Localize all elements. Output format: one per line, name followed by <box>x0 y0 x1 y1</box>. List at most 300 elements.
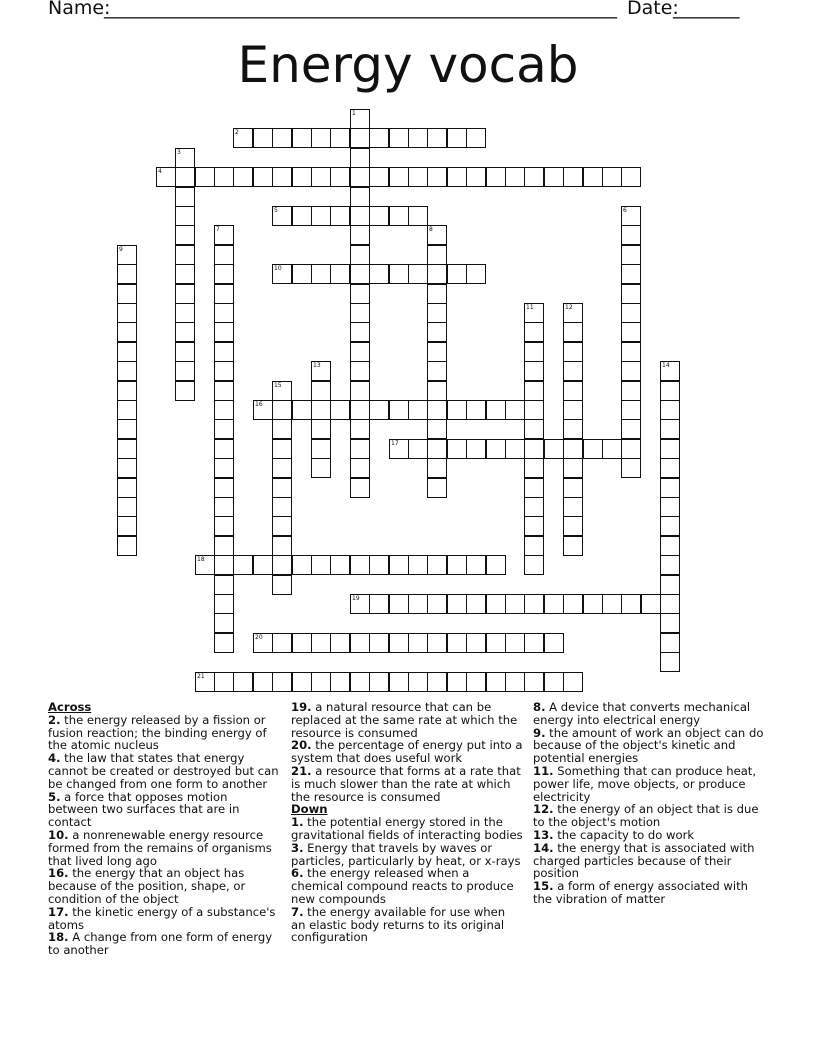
grid-cell[interactable] <box>660 381 680 401</box>
grid-cell[interactable] <box>117 361 137 381</box>
grid-cell[interactable] <box>175 187 195 207</box>
grid-cell[interactable] <box>195 555 215 575</box>
grid-cell[interactable] <box>117 419 137 439</box>
grid-cell[interactable] <box>389 400 409 420</box>
grid-cell[interactable] <box>602 167 622 187</box>
grid-cell[interactable] <box>214 400 234 420</box>
grid-cell[interactable] <box>214 245 234 265</box>
grid-cell[interactable] <box>272 439 292 459</box>
grid-cell[interactable] <box>272 419 292 439</box>
grid-cell[interactable] <box>563 594 583 614</box>
grid-cell[interactable] <box>117 284 137 304</box>
date-blank-line[interactable]: _______ <box>673 0 740 19</box>
grid-cell[interactable] <box>486 439 506 459</box>
grid-cell[interactable] <box>350 419 370 439</box>
grid-cell[interactable] <box>563 342 583 362</box>
grid-cell[interactable] <box>621 303 641 323</box>
grid-cell[interactable] <box>524 536 544 556</box>
grid-cell[interactable] <box>350 187 370 207</box>
grid-cell[interactable] <box>214 536 234 556</box>
grid-cell[interactable] <box>427 322 447 342</box>
grid-cell[interactable] <box>233 672 253 692</box>
grid-cell[interactable] <box>389 439 409 459</box>
grid-cell[interactable] <box>660 458 680 478</box>
grid-cell[interactable] <box>350 322 370 342</box>
grid-cell[interactable] <box>563 516 583 536</box>
grid-cell[interactable] <box>505 633 525 653</box>
grid-cell[interactable] <box>311 672 331 692</box>
grid-cell[interactable] <box>214 342 234 362</box>
grid-cell[interactable] <box>311 361 331 381</box>
grid-cell[interactable] <box>233 167 253 187</box>
grid-cell[interactable] <box>330 555 350 575</box>
grid-cell[interactable] <box>427 342 447 362</box>
grid-cell[interactable] <box>350 109 370 129</box>
grid-cell[interactable] <box>389 128 409 148</box>
grid-cell[interactable] <box>544 633 564 653</box>
grid-cell[interactable] <box>466 264 486 284</box>
grid-cell[interactable] <box>660 575 680 595</box>
grid-cell[interactable] <box>350 594 370 614</box>
grid-cell[interactable] <box>175 322 195 342</box>
grid-cell[interactable] <box>621 439 641 459</box>
grid-cell[interactable] <box>214 381 234 401</box>
grid-cell[interactable] <box>583 439 603 459</box>
grid-cell[interactable] <box>602 439 622 459</box>
grid-cell[interactable] <box>311 439 331 459</box>
grid-cell[interactable] <box>447 128 467 148</box>
grid-cell[interactable] <box>350 128 370 148</box>
grid-cell[interactable] <box>524 672 544 692</box>
grid-cell[interactable] <box>408 167 428 187</box>
grid-cell[interactable] <box>505 167 525 187</box>
grid-cell[interactable] <box>389 167 409 187</box>
grid-cell[interactable] <box>447 633 467 653</box>
grid-cell[interactable] <box>175 148 195 168</box>
grid-cell[interactable] <box>544 672 564 692</box>
grid-cell[interactable] <box>195 672 215 692</box>
grid-cell[interactable] <box>621 381 641 401</box>
grid-cell[interactable] <box>389 264 409 284</box>
grid-cell[interactable] <box>214 575 234 595</box>
grid-cell[interactable] <box>330 206 350 226</box>
grid-cell[interactable] <box>272 555 292 575</box>
grid-cell[interactable] <box>466 128 486 148</box>
name-blank-line[interactable]: ______________________________________________________ <box>104 0 617 19</box>
grid-cell[interactable] <box>117 400 137 420</box>
grid-cell[interactable] <box>447 672 467 692</box>
grid-cell[interactable] <box>214 322 234 342</box>
grid-cell[interactable] <box>408 439 428 459</box>
grid-cell[interactable] <box>350 148 370 168</box>
grid-cell[interactable] <box>311 381 331 401</box>
grid-cell[interactable] <box>447 264 467 284</box>
grid-cell[interactable] <box>292 672 312 692</box>
grid-cell[interactable] <box>117 516 137 536</box>
grid-cell[interactable] <box>369 128 389 148</box>
grid-cell[interactable] <box>272 458 292 478</box>
grid-cell[interactable] <box>369 672 389 692</box>
grid-cell[interactable] <box>389 555 409 575</box>
grid-cell[interactable] <box>486 167 506 187</box>
grid-cell[interactable] <box>427 419 447 439</box>
grid-cell[interactable] <box>175 381 195 401</box>
grid-cell[interactable] <box>214 439 234 459</box>
grid-cell[interactable] <box>350 400 370 420</box>
grid-cell[interactable] <box>330 633 350 653</box>
grid-cell[interactable] <box>214 458 234 478</box>
grid-cell[interactable] <box>350 555 370 575</box>
grid-cell[interactable] <box>311 633 331 653</box>
grid-cell[interactable] <box>117 458 137 478</box>
grid-cell[interactable] <box>175 284 195 304</box>
grid-cell[interactable] <box>427 478 447 498</box>
grid-cell[interactable] <box>350 381 370 401</box>
grid-cell[interactable] <box>621 284 641 304</box>
grid-cell[interactable] <box>369 555 389 575</box>
grid-cell[interactable] <box>214 264 234 284</box>
grid-cell[interactable] <box>292 400 312 420</box>
grid-cell[interactable] <box>621 458 641 478</box>
grid-cell[interactable] <box>621 225 641 245</box>
grid-cell[interactable] <box>427 128 447 148</box>
grid-cell[interactable] <box>447 167 467 187</box>
grid-cell[interactable] <box>563 361 583 381</box>
grid-cell[interactable] <box>350 458 370 478</box>
grid-cell[interactable] <box>621 342 641 362</box>
grid-cell[interactable] <box>427 245 447 265</box>
grid-cell[interactable] <box>427 361 447 381</box>
grid-cell[interactable] <box>369 594 389 614</box>
grid-cell[interactable] <box>466 672 486 692</box>
grid-cell[interactable] <box>214 303 234 323</box>
grid-cell[interactable] <box>466 594 486 614</box>
grid-cell[interactable] <box>524 342 544 362</box>
grid-cell[interactable] <box>214 361 234 381</box>
grid-cell[interactable] <box>524 516 544 536</box>
grid-cell[interactable] <box>350 167 370 187</box>
grid-cell[interactable] <box>350 439 370 459</box>
grid-cell[interactable] <box>214 225 234 245</box>
grid-cell[interactable] <box>563 536 583 556</box>
grid-cell[interactable] <box>505 439 525 459</box>
grid-cell[interactable] <box>466 555 486 575</box>
grid-cell[interactable] <box>311 419 331 439</box>
grid-cell[interactable] <box>214 633 234 653</box>
grid-cell[interactable] <box>253 128 273 148</box>
grid-cell[interactable] <box>563 458 583 478</box>
grid-cell[interactable] <box>330 672 350 692</box>
grid-cell[interactable] <box>175 167 195 187</box>
grid-cell[interactable] <box>524 478 544 498</box>
grid-cell[interactable] <box>583 167 603 187</box>
grid-cell[interactable] <box>544 167 564 187</box>
grid-cell[interactable] <box>350 264 370 284</box>
grid-cell[interactable] <box>117 303 137 323</box>
grid-cell[interactable] <box>563 478 583 498</box>
grid-cell[interactable] <box>660 497 680 517</box>
grid-cell[interactable] <box>214 497 234 517</box>
grid-cell[interactable] <box>350 245 370 265</box>
grid-cell[interactable] <box>544 594 564 614</box>
grid-cell[interactable] <box>292 206 312 226</box>
grid-cell[interactable] <box>621 264 641 284</box>
grid-cell[interactable] <box>369 400 389 420</box>
grid-cell[interactable] <box>311 206 331 226</box>
grid-cell[interactable] <box>505 594 525 614</box>
grid-cell[interactable] <box>292 167 312 187</box>
grid-cell[interactable] <box>524 594 544 614</box>
grid-cell[interactable] <box>253 672 273 692</box>
grid-cell[interactable] <box>350 361 370 381</box>
clue-num: 10. <box>48 827 69 842</box>
grid-cell[interactable] <box>563 322 583 342</box>
grid-cell[interactable] <box>369 167 389 187</box>
grid-cell[interactable] <box>175 264 195 284</box>
grid-cell[interactable] <box>660 536 680 556</box>
grid-cell[interactable] <box>660 594 680 614</box>
grid-cell[interactable] <box>524 555 544 575</box>
grid-cell[interactable] <box>175 342 195 362</box>
grid-cell[interactable] <box>330 128 350 148</box>
grid-cell[interactable] <box>563 419 583 439</box>
grid-cell[interactable] <box>292 633 312 653</box>
grid-cell[interactable] <box>466 439 486 459</box>
grid-cell[interactable] <box>389 206 409 226</box>
grid-cell[interactable] <box>524 633 544 653</box>
grid-cell[interactable] <box>544 439 564 459</box>
grid-cell[interactable] <box>486 400 506 420</box>
grid-cell[interactable] <box>350 633 370 653</box>
grid-cell[interactable] <box>214 167 234 187</box>
grid-cell[interactable] <box>214 478 234 498</box>
grid-cell[interactable] <box>447 400 467 420</box>
grid-cell[interactable] <box>524 381 544 401</box>
clue-number: 17 <box>391 440 399 447</box>
grid-cell[interactable] <box>524 322 544 342</box>
grid-cell[interactable] <box>233 555 253 575</box>
grid-cell[interactable] <box>408 672 428 692</box>
grid-cell[interactable] <box>563 439 583 459</box>
grid-cell[interactable] <box>524 419 544 439</box>
grid-cell[interactable] <box>660 613 680 633</box>
grid-cell[interactable] <box>175 303 195 323</box>
grid-cell[interactable] <box>253 633 273 653</box>
grid-cell[interactable] <box>272 575 292 595</box>
grid-cell[interactable] <box>233 128 253 148</box>
grid-cell[interactable] <box>311 167 331 187</box>
grid-cell[interactable] <box>389 672 409 692</box>
grid-cell[interactable] <box>195 167 215 187</box>
grid-cell[interactable] <box>660 478 680 498</box>
grid-cell[interactable] <box>427 264 447 284</box>
grid-cell[interactable] <box>621 400 641 420</box>
grid-cell[interactable] <box>621 245 641 265</box>
grid-cell[interactable] <box>563 381 583 401</box>
grid-cell[interactable] <box>350 225 370 245</box>
grid-cell[interactable] <box>389 633 409 653</box>
grid-cell[interactable] <box>408 128 428 148</box>
grid-cell[interactable] <box>311 458 331 478</box>
grid-cell[interactable] <box>447 594 467 614</box>
grid-cell[interactable] <box>272 497 292 517</box>
grid-cell[interactable] <box>350 478 370 498</box>
grid-cell[interactable] <box>214 672 234 692</box>
grid-cell[interactable] <box>486 672 506 692</box>
grid-cell[interactable] <box>563 400 583 420</box>
grid-cell[interactable] <box>350 342 370 362</box>
grid-cell[interactable] <box>350 206 370 226</box>
grid-cell[interactable] <box>330 264 350 284</box>
grid-cell[interactable] <box>311 555 331 575</box>
grid-cell[interactable] <box>117 439 137 459</box>
grid-cell[interactable] <box>524 167 544 187</box>
grid-cell[interactable] <box>311 128 331 148</box>
grid-cell[interactable] <box>563 672 583 692</box>
grid-cell[interactable] <box>272 672 292 692</box>
grid-cell[interactable] <box>292 555 312 575</box>
grid-cell[interactable] <box>117 478 137 498</box>
grid-cell[interactable] <box>214 555 234 575</box>
grid-cell[interactable] <box>563 497 583 517</box>
grid-cell[interactable] <box>330 400 350 420</box>
grid-cell[interactable] <box>272 516 292 536</box>
grid-cell[interactable] <box>253 167 273 187</box>
grid-cell[interactable] <box>253 400 273 420</box>
grid-cell[interactable] <box>427 400 447 420</box>
grid-cell[interactable] <box>408 555 428 575</box>
grid-cell[interactable] <box>175 245 195 265</box>
grid-cell[interactable] <box>660 419 680 439</box>
grid-cell[interactable] <box>214 284 234 304</box>
grid-cell[interactable] <box>427 439 447 459</box>
grid-cell[interactable] <box>660 439 680 459</box>
grid-cell[interactable] <box>660 400 680 420</box>
grid-cell[interactable] <box>369 633 389 653</box>
grid-cell[interactable] <box>214 613 234 633</box>
grid-cell[interactable] <box>350 284 370 304</box>
grid-cell[interactable] <box>583 594 603 614</box>
grid-cell[interactable] <box>447 555 467 575</box>
grid-cell[interactable] <box>272 400 292 420</box>
grid-cell[interactable] <box>621 594 641 614</box>
grid-cell[interactable] <box>486 594 506 614</box>
grid-cell[interactable] <box>427 381 447 401</box>
grid-cell[interactable] <box>117 342 137 362</box>
grid-cell[interactable] <box>621 419 641 439</box>
grid-cell[interactable] <box>641 594 661 614</box>
grid-cell[interactable] <box>408 264 428 284</box>
grid-cell[interactable] <box>621 361 641 381</box>
grid-cell[interactable] <box>214 594 234 614</box>
grid-cell[interactable] <box>214 419 234 439</box>
grid-cell[interactable] <box>427 633 447 653</box>
grid-cell[interactable] <box>466 400 486 420</box>
grid-cell[interactable] <box>524 361 544 381</box>
grid-cell[interactable] <box>272 633 292 653</box>
grid-cell[interactable] <box>292 128 312 148</box>
grid-cell[interactable] <box>369 206 389 226</box>
grid-cell[interactable] <box>486 555 506 575</box>
grid-cell[interactable] <box>524 439 544 459</box>
grid-cell[interactable] <box>408 400 428 420</box>
grid-cell[interactable] <box>272 167 292 187</box>
grid-cell[interactable] <box>253 555 273 575</box>
grid-cell[interactable] <box>175 206 195 226</box>
grid-cell[interactable] <box>272 128 292 148</box>
grid-cell[interactable] <box>621 167 641 187</box>
grid-cell[interactable] <box>117 245 137 265</box>
grid-cell[interactable] <box>466 167 486 187</box>
grid-cell[interactable] <box>117 264 137 284</box>
grid-cell[interactable] <box>408 206 428 226</box>
grid-cell[interactable] <box>505 400 525 420</box>
grid-cell[interactable] <box>427 555 447 575</box>
grid-cell[interactable] <box>292 264 312 284</box>
grid-cell[interactable] <box>389 594 409 614</box>
grid-cell[interactable] <box>427 458 447 478</box>
grid-cell[interactable] <box>660 652 680 672</box>
grid-cell[interactable] <box>369 264 389 284</box>
grid-cell[interactable] <box>408 594 428 614</box>
grid-cell[interactable] <box>408 633 428 653</box>
grid-cell[interactable] <box>330 167 350 187</box>
grid-cell[interactable] <box>427 225 447 245</box>
grid-cell[interactable] <box>447 439 467 459</box>
grid-cell[interactable] <box>272 478 292 498</box>
grid-cell[interactable] <box>311 400 331 420</box>
grid-cell[interactable] <box>350 303 370 323</box>
grid-cell[interactable] <box>466 633 486 653</box>
grid-cell[interactable] <box>272 264 292 284</box>
grid-cell[interactable] <box>272 536 292 556</box>
grid-cell[interactable] <box>350 672 370 692</box>
grid-cell[interactable] <box>427 594 447 614</box>
clue-number: 11 <box>526 304 534 311</box>
grid-cell[interactable] <box>311 264 331 284</box>
grid-cell[interactable] <box>524 400 544 420</box>
grid-cell[interactable] <box>156 167 176 187</box>
grid-cell[interactable] <box>602 594 622 614</box>
grid-cell[interactable] <box>427 167 447 187</box>
grid-cell[interactable] <box>524 497 544 517</box>
grid-cell[interactable] <box>563 303 583 323</box>
grid-cell[interactable] <box>117 497 137 517</box>
grid-cell[interactable] <box>272 381 292 401</box>
grid-cell[interactable] <box>660 555 680 575</box>
grid-cell[interactable] <box>175 225 195 245</box>
grid-cell[interactable] <box>524 458 544 478</box>
grid-cell[interactable] <box>524 303 544 323</box>
grid-cell[interactable] <box>621 322 641 342</box>
grid-cell[interactable] <box>563 167 583 187</box>
grid-cell[interactable] <box>117 381 137 401</box>
grid-cell[interactable] <box>272 206 292 226</box>
grid-cell[interactable] <box>486 633 506 653</box>
grid-cell[interactable] <box>117 536 137 556</box>
grid-cell[interactable] <box>621 206 641 226</box>
grid-cell[interactable] <box>427 303 447 323</box>
grid-cell[interactable] <box>117 322 137 342</box>
grid-cell[interactable] <box>427 672 447 692</box>
grid-cell[interactable] <box>660 633 680 653</box>
grid-cell[interactable] <box>214 516 234 536</box>
grid-cell[interactable] <box>175 361 195 381</box>
grid-cell[interactable] <box>427 284 447 304</box>
grid-cell[interactable] <box>505 672 525 692</box>
grid-cell[interactable] <box>660 516 680 536</box>
grid-cell[interactable] <box>660 361 680 381</box>
